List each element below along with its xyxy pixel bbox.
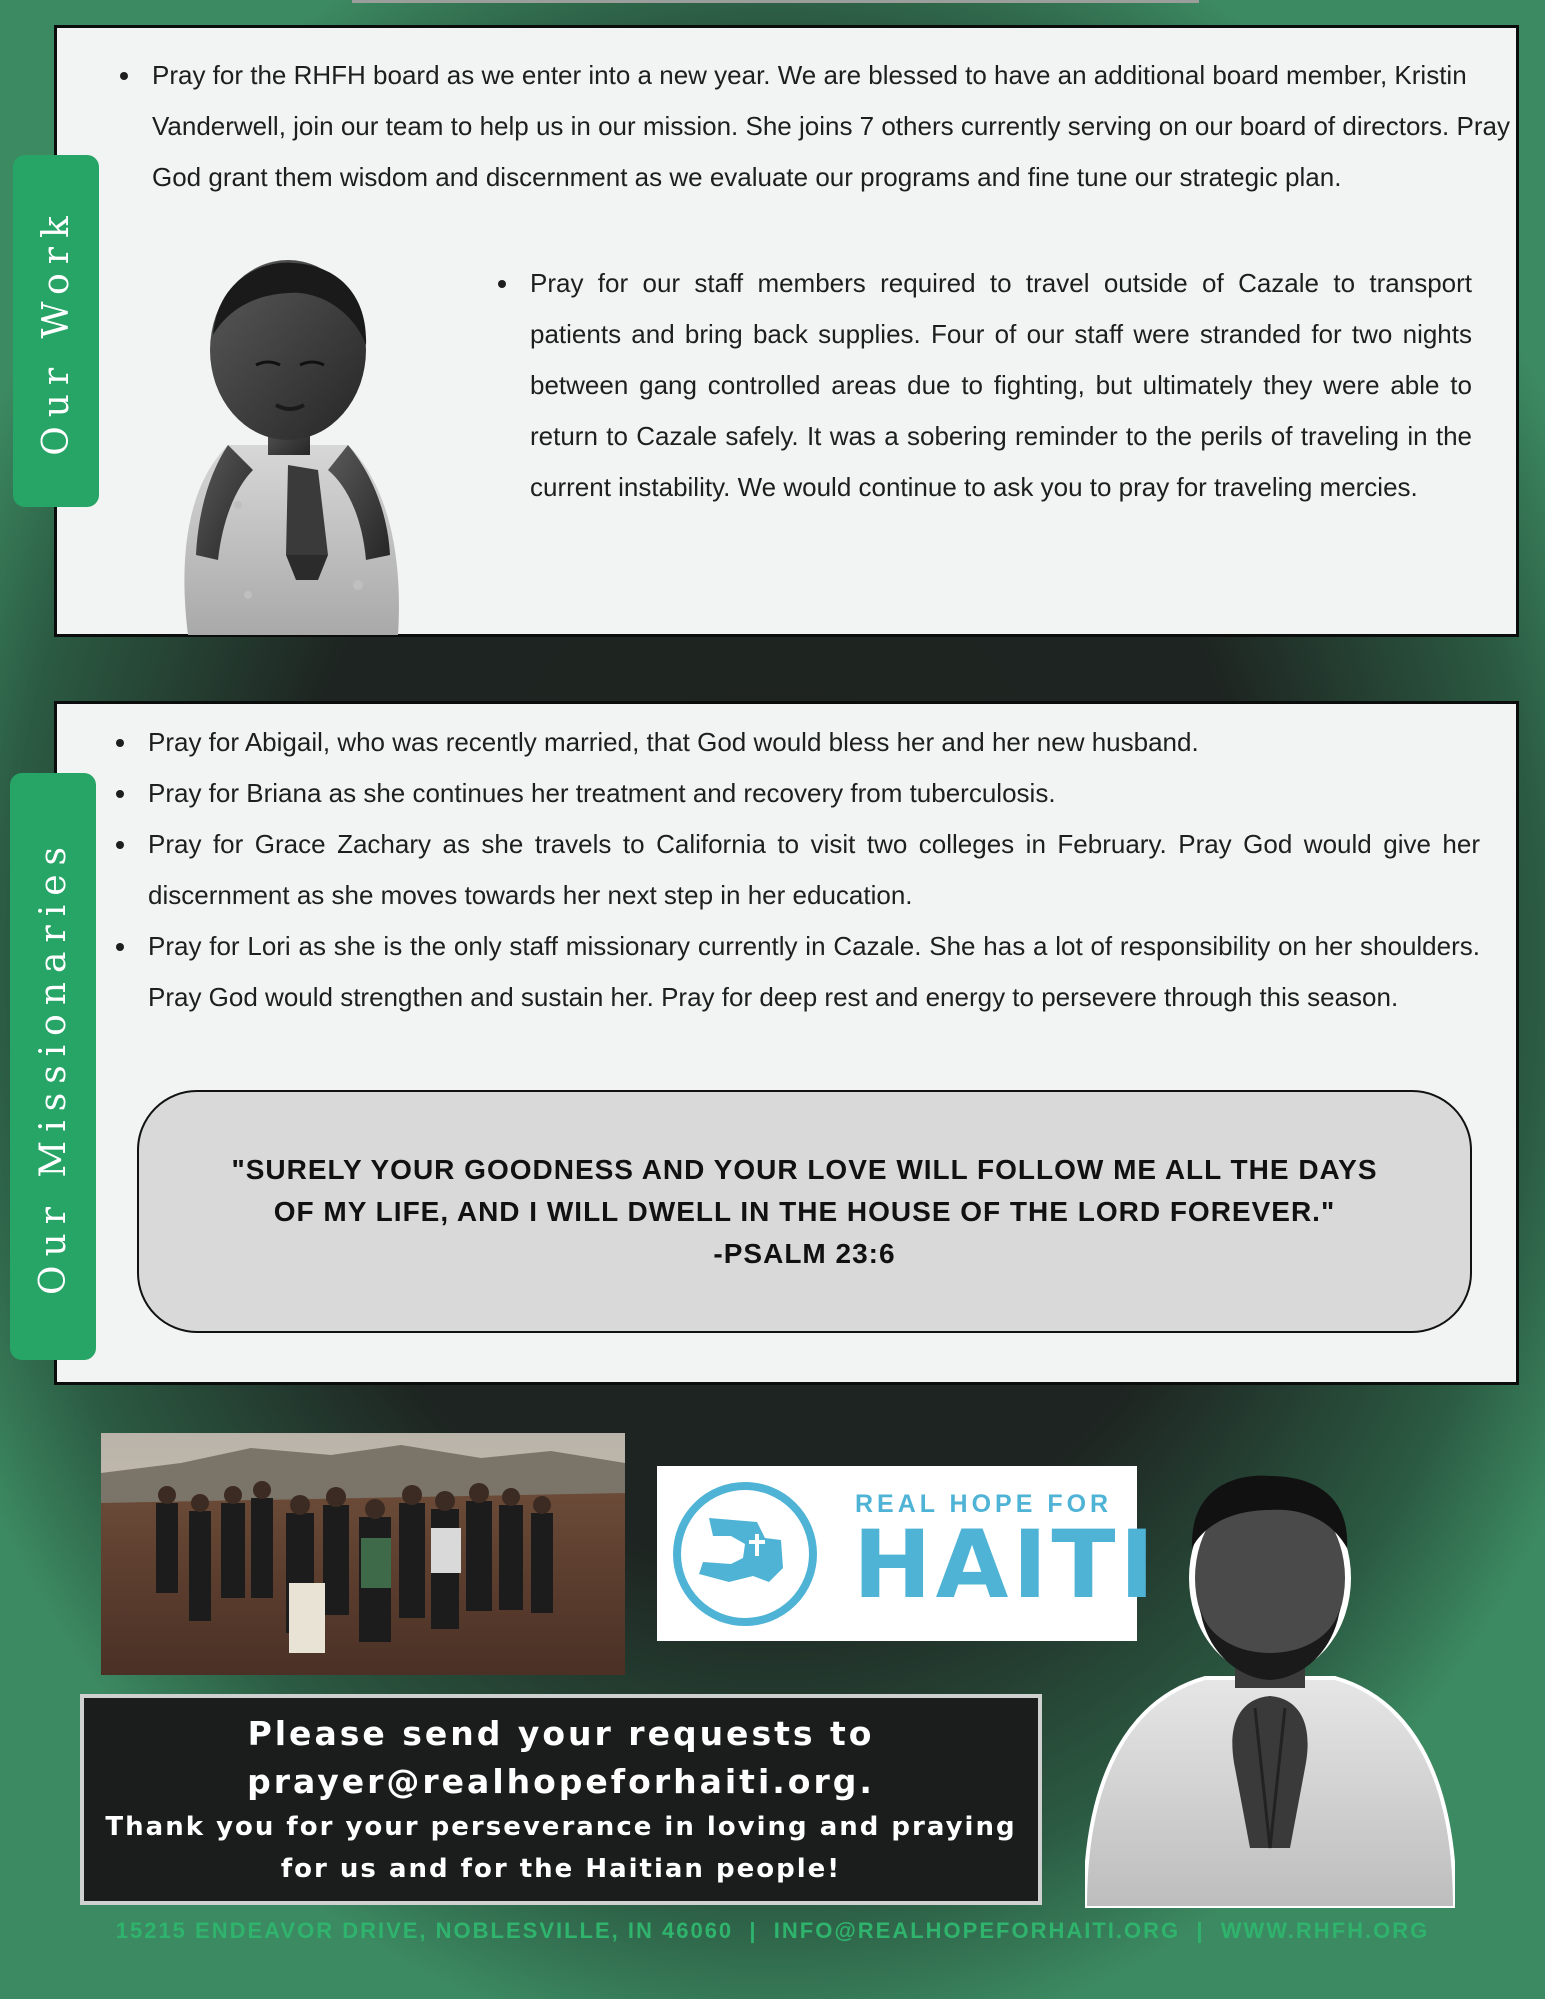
prayer-request-box bbox=[80, 1694, 1042, 1905]
our-work-list-top bbox=[114, 50, 1514, 203]
quote-line-1: "SURELY YOUR GOODNESS AND YOUR LOVE WILL FOLLOW ME ALL THE DAYS bbox=[231, 1153, 1378, 1185]
top-divider bbox=[352, 0, 1199, 3]
our-work-list-side bbox=[492, 258, 1472, 513]
logo-line-1: REAL HOPE FOR bbox=[855, 1490, 1113, 1518]
request-line-1: Please send your requests to bbox=[247, 1713, 875, 1753]
list-item: Pray for Abigail, who was recently married, that God would bless her and her new husband. bbox=[110, 717, 1480, 768]
praying-girl-photo bbox=[168, 255, 408, 635]
scripture-quote-box bbox=[137, 1090, 1472, 1333]
group-prayer-photo bbox=[101, 1433, 625, 1675]
list-item: Pray for the RHFH board as we enter into a new year. We are blessed to have an additional board member, Kristin Vanderwell, join our team to help us in our mission. She joins 7 others currently serving on our board of directors. Pray God grant them wisdom and discernment as we evaluate our programs and fine tune our strategic plan. bbox=[114, 50, 1514, 203]
request-line-3: Thank you for your perseverance in loving and praying bbox=[105, 1811, 1017, 1842]
request-email[interactable]: prayer@realhopeforhaiti.org. bbox=[247, 1761, 875, 1801]
our-missionaries-tab-label: Our Missionaries bbox=[32, 837, 74, 1296]
our-work-tab-label: Our Work bbox=[35, 206, 77, 456]
quote-line-2: OF MY LIFE, AND I WILL DWELL IN THE HOUSE OF THE LORD FOREVER." bbox=[273, 1195, 1336, 1227]
footer-contact: 15215 ENDEAVOR DRIVE, NOBLESVILLE, IN 46060 | INFO@REALHOPEFORHAITI.ORG | WWW.RHFH.ORG bbox=[115, 1918, 1430, 1943]
list-item: Pray for our staff members required to travel outside of Cazale to transport patients and bring back supplies. Four of our staff were stranded for two nights between gang controlled areas due to fighting, but ultimately they were able to return to Cazale safely. It was a sobering reminder to the perils of traveling in the current instability. We would continue to ask you to pray for traveling mercies. bbox=[492, 258, 1472, 513]
haiti-map-emblem-icon bbox=[669, 1478, 821, 1630]
list-item: Pray for Briana as she continues her treatment and recovery from tuberculosis. bbox=[110, 768, 1480, 819]
list-item: Pray for Grace Zachary as she travels to California to visit two colleges in February. Pray God would give her discernment as she moves towards her next step in her education. bbox=[110, 819, 1480, 921]
real-hope-for-haiti-logo bbox=[657, 1466, 1159, 1641]
our-missionaries-list bbox=[110, 717, 1480, 1023]
list-item: Pray for Lori as she is the only staff missionary currently in Cazale. She has a lot of responsibility on her shoulders. Pray God would strengthen and sustain her. Pray for deep rest and energy to persevere through this season. bbox=[110, 921, 1480, 1023]
logo-line-2: HAITI bbox=[853, 1511, 1159, 1620]
our-work-tab bbox=[13, 155, 99, 507]
praying-man-photo bbox=[1085, 1468, 1455, 1908]
our-missionaries-tab bbox=[10, 773, 96, 1360]
quote-citation: -PSALM 23:6 bbox=[713, 1237, 896, 1269]
request-line-4: for us and for the Haitian people! bbox=[280, 1853, 842, 1884]
